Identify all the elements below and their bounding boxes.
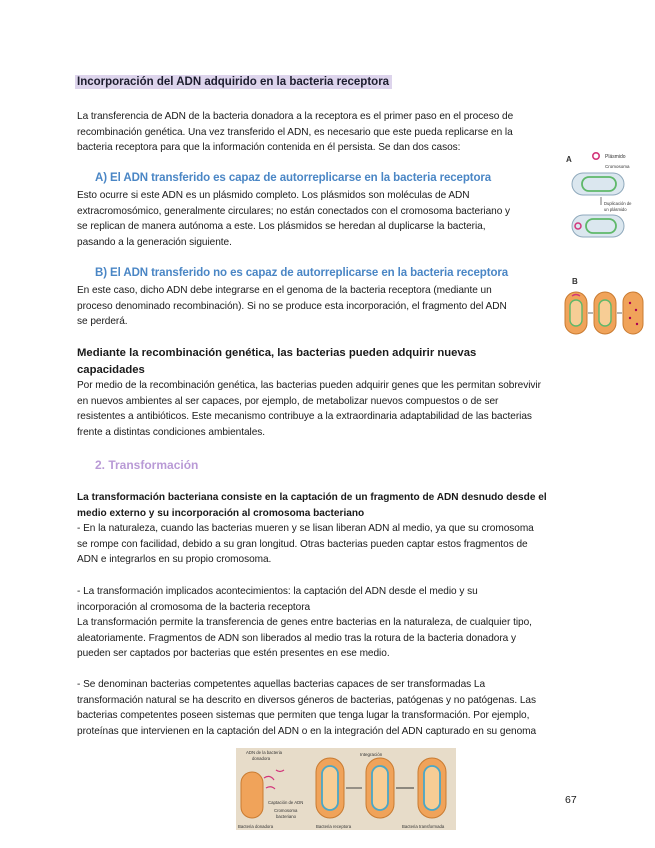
recombination-paragraph <box>77 378 541 440</box>
bacterium-cell <box>623 292 643 334</box>
transformation-paragraph-3 <box>77 677 536 739</box>
chromosome-ring <box>599 300 611 326</box>
text-line: La transformación permite la transferencia de genes entre bacterias en la naturaleza, de cualquier tipo, <box>77 617 532 629</box>
text-line: Por medio de la recombinación genética, las bacterias pueden adquirir genes que les permitan sobrevivir <box>77 380 541 391</box>
text-line: resistentes a antibióticos. Este mecanismo contribuye a la extraordinaria adaptabilidad de las bacterias <box>77 411 532 423</box>
donor-label: Bacteria donadora <box>238 824 274 829</box>
text-line: - La transformación implicados acontecimientos: la captación del ADN desde el medio y su <box>77 586 478 597</box>
text-line: medio externo y su incorporación al cromosoma bacteriano <box>77 507 365 519</box>
text-line: se rompe con facilidad, debido a su gran longitud. Otras bacterias pueden captar estos fragmentos de <box>77 538 528 550</box>
case-b-title: B) El ADN transferido no es capaz de autorreplicarse en la bacteria receptora <box>95 267 509 279</box>
text-line: incorporación al cromosoma de la bacteria receptora <box>77 601 311 613</box>
figure-b-label: B <box>572 277 578 286</box>
chromosome-label: bacteriano <box>276 814 297 819</box>
integration-label: Integración <box>360 752 383 757</box>
figure-a-label: A <box>566 155 572 164</box>
text-line: ADN e integrarlos en su propio cromosoma. <box>77 554 272 566</box>
section-heading: Incorporación del ADN adquirido en la bacteria receptora <box>75 75 392 89</box>
text-line: proceso denominado recombinación). Si no se produce esta incorporación, el fragmento del ADN <box>77 300 507 312</box>
chromosome-label: Cromosoma <box>605 164 630 169</box>
free-dna-label: ADN de la bacteria <box>246 750 283 755</box>
text-line: pasando a la generación siguiente. <box>77 236 232 248</box>
text-line: se perderá. <box>77 316 128 328</box>
chromosome-ring <box>372 766 388 810</box>
intro-paragraph <box>77 109 513 156</box>
receptor-label: Bacteria receptora <box>316 824 352 829</box>
transformation-figure <box>236 748 456 830</box>
donor-bacterium <box>241 772 263 818</box>
capture-label: Captación de ADN <box>268 800 304 805</box>
chromosome-ring <box>322 766 338 810</box>
heading-line: capacidades <box>77 363 145 376</box>
text-line: recombinación genética. Una vez transferido el ADN, es necesario que este pueda replicarse en la <box>77 126 513 138</box>
case-a-paragraph <box>77 188 510 250</box>
text-line: Esto ocurre si este ADN es un plásmido completo. Los plásmidos son moléculas de ADN <box>77 190 470 201</box>
plasmid-icon <box>593 153 599 159</box>
transformed-label: Bacteria transformada <box>402 824 445 829</box>
transformation-definition <box>77 490 547 521</box>
page-number: 67 <box>565 794 577 806</box>
text-line: - Se denominan bacterias competentes aquellas bacterias capaces de ser transformadas La <box>77 679 486 690</box>
case-b-paragraph <box>77 283 507 330</box>
text-line: proteínas que intervienen en la captación del ADN o en la integración del ADN capturado en su genoma <box>77 725 537 737</box>
dna-dot <box>635 309 637 311</box>
text-line: bacterias competentes poseen sistemas que permiten que tenga lugar la transformación. Por ejemplo, <box>77 710 530 722</box>
text-line: extracromosómico, generalmente circulares; no están conectados con el cromosoma bacteriano y <box>77 205 511 217</box>
duplication-label: un plásmido <box>604 207 627 212</box>
recombination-figure <box>560 270 645 340</box>
case-a-title: A) El ADN transferido es capaz de autorreplicarse en la bacteria receptora <box>95 172 492 184</box>
dna-dot <box>629 317 631 319</box>
chromosome-ring <box>424 766 440 810</box>
transformation-paragraph-2 <box>77 584 532 662</box>
text-line: en nuevos ambientes al ser capaces, por ejemplo, de metabolizar nuevos compuestos o de ser <box>77 395 499 407</box>
plasmid-figure <box>560 148 640 248</box>
duplication-label: Duplicación de <box>604 201 632 206</box>
dna-dot <box>629 302 631 304</box>
text-line: transformación natural se ha descrito en diversos géneros de bacterias, patógenas y no patógenas. Las <box>77 694 536 706</box>
text-line: - En la naturaleza, cuando las bacterias mueren y se lisan liberan ADN al medio, ya que su cromosoma <box>77 523 534 534</box>
text-line: La transformación bacteriana consiste en la captación de un fragmento de ADN desnudo desde el <box>77 492 547 503</box>
text-line: se replican de manera autónoma a este. Los plásmidos se heredan al duplicarse la bacteria, <box>77 221 486 233</box>
recombination-heading <box>77 345 476 378</box>
text-line: La transferencia de ADN de la bacteria donadora a la receptora es el primer paso en el proceso de <box>77 111 514 122</box>
plasmid-label: Plásmido <box>605 154 626 160</box>
heading-line: Mediante la recombinación genética, las bacterias pueden adquirir nuevas <box>77 347 477 359</box>
dna-dot <box>636 323 638 325</box>
transformation-paragraph-1 <box>77 521 534 568</box>
text-line: En este caso, dicho ADN debe integrarse en el genoma de la bacteria receptora (mediante un <box>77 285 492 296</box>
chromosome-ring <box>570 300 582 326</box>
text-line: aleatoriamente. Fragmentos de ADN son liberados al medio tras la rotura de la bacteria donadora y <box>77 632 516 644</box>
text-line: frente a distintas condiciones ambientales. <box>77 426 266 438</box>
chromosome-label: Cromosoma <box>274 808 298 813</box>
text-line: pueden ser captados por bacterias que estén presentes en ese medio. <box>77 648 390 660</box>
transformation-title: 2. Transformación <box>95 458 199 472</box>
text-line: bacteria receptora para que la información contenida en él persista. Se dan dos casos: <box>77 142 461 154</box>
free-dna-label: donadora <box>252 756 271 761</box>
